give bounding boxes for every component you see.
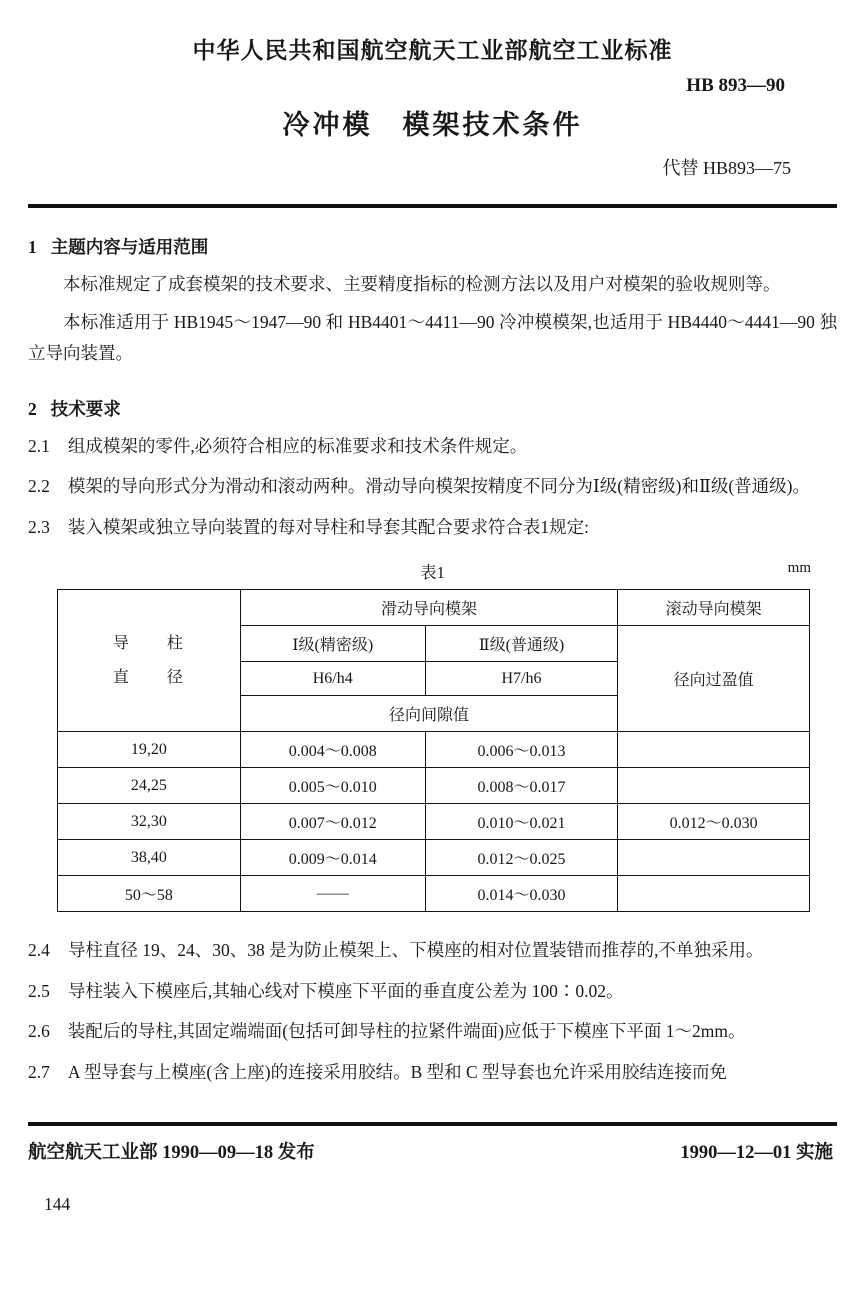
cell-rolling-value — [618, 732, 810, 768]
section1-paragraph-1: 本标准规定了成套模架的技术要求、主要精度指标的检测方法以及用户对模架的验收规则等。 — [63, 274, 781, 294]
clause-2-3 — [28, 512, 837, 544]
table-caption: 表1 — [420, 563, 445, 582]
replaces-note: 代替 HB893—75 — [662, 158, 791, 178]
section1-title: 主题内容与适用范围 — [50, 237, 209, 257]
guide-post-label-line1: 导 柱 — [112, 634, 185, 652]
table-row — [58, 732, 810, 768]
clause-2-3-text: 装入模架或独立导向装置的每对导柱和导套其配合要求符合表1规定: — [67, 516, 589, 537]
cell-grade2-value: 0.012～0.025 — [425, 840, 618, 876]
table-unit-label: mm — [787, 560, 811, 576]
spacer — [28, 912, 837, 926]
section1-heading — [28, 234, 837, 259]
section2-title: 技术要求 — [50, 398, 121, 419]
table-caption-row — [28, 559, 837, 583]
cell-rolling-value: 0.012～0.030 — [618, 804, 810, 840]
cell-diameter: 24,25 — [58, 768, 241, 804]
cell-diameter: 19,20 — [58, 732, 241, 768]
clause-2-6 — [28, 1016, 837, 1048]
cell-rolling-value — [618, 840, 810, 876]
cell-grade1-value: 0.007～0.012 — [240, 804, 425, 840]
section1-paragraph-2: 本标准适用于 HB1945～1947—90 和 HB4401～4411—90 冷冲模模架,也适用于 HB4440～4441—90 独立导向装置。 — [28, 311, 837, 363]
standard-org-line: 中华人民共和国航空航天工业部航空工业标准 — [192, 38, 673, 63]
clause-2-1-number: 2.1 — [28, 435, 50, 456]
header-cell-fit2: H7/h6 — [425, 662, 618, 696]
clause-2-7-number: 2.7 — [28, 1061, 50, 1082]
clause-2-1 — [28, 431, 837, 463]
clause-2-6-number: 2.6 — [28, 1021, 50, 1041]
footer-divider — [28, 1122, 837, 1126]
clause-2-4-number: 2.4 — [28, 940, 50, 960]
footer-issued-by: 航空航天工业部 1990—09—18 发布 — [28, 1143, 315, 1163]
cell-grade1-value: 0.004～0.008 — [240, 732, 425, 768]
section2-number: 2 — [28, 398, 37, 419]
clause-2-4-text: 导柱直径 19、24、30、38 是为防止模架上、下模座的相对位置装错而推荐的,不单独采用。 — [67, 940, 764, 960]
header-cell-guide-post-diameter — [58, 590, 241, 732]
table-row — [58, 768, 810, 804]
cell-grade1-value: 0.005～0.010 — [240, 768, 425, 804]
clause-2-5 — [28, 976, 837, 1008]
cell-diameter: 32,30 — [58, 804, 241, 840]
table-row — [58, 840, 810, 876]
cell-rolling-value — [618, 876, 810, 912]
cell-diameter: 38,40 — [58, 840, 241, 876]
clause-2-6-text: 装配后的导柱,其固定端端面(包括可卸导柱的拉紧件端面)应低于下模座下平面 1～2mm。 — [67, 1021, 746, 1041]
cell-diameter: 50～58 — [58, 876, 241, 912]
cell-grade2-value: 0.006～0.013 — [425, 732, 618, 768]
clause-2-2 — [28, 471, 837, 503]
clause-2-2-text: 模架的导向形式分为滑动和滚动两种。滑动导向模架按精度不同分为Ⅰ级(精密级)和Ⅱ级(普通级)。 — [67, 476, 810, 496]
fit-requirements-table — [57, 589, 810, 912]
clause-2-2-number: 2.2 — [28, 476, 50, 496]
guide-post-label-line2: 直 径 — [112, 668, 185, 686]
header-cell-fit1: H6/h4 — [240, 662, 425, 696]
header-cell-grade1: Ⅰ级(精密级) — [240, 626, 425, 662]
clause-2-7-text: A 型导套与上模座(含上座)的连接采用胶结。B 型和 C 型导套也允许采用胶结连接而免 — [67, 1061, 728, 1082]
section1-number: 1 — [28, 237, 37, 257]
clause-2-7 — [28, 1057, 837, 1089]
clause-2-5-text: 导柱装入下模座后,其轴心线对下模座下平面的垂直度公差为 100∶0.02。 — [67, 980, 624, 1001]
table-row — [58, 876, 810, 912]
cell-rolling-value — [618, 768, 810, 804]
clause-2-1-text: 组成模架的零件,必须符合相应的标准要求和技术条件规定。 — [67, 435, 528, 456]
page-number: 144 — [44, 1194, 71, 1214]
table-header-row-1 — [58, 590, 810, 626]
header-cell-rolling-guide: 滚动导向模架 — [618, 590, 810, 626]
clause-2-3-number: 2.3 — [28, 516, 50, 537]
section2-heading — [28, 396, 837, 421]
cell-grade2-value: 0.010～0.021 — [425, 804, 618, 840]
cell-grade2-value: 0.014～0.030 — [425, 876, 618, 912]
clause-2-5-number: 2.5 — [28, 980, 50, 1001]
header-cell-radial-interference: 径向过盈值 — [618, 626, 810, 732]
cell-grade2-value: 0.008～0.017 — [425, 768, 618, 804]
header-cell-sliding-guide: 滑动导向模架 — [240, 590, 617, 626]
header-cell-grade2: Ⅱ级(普通级) — [425, 626, 618, 662]
footer-effective-date: 1990—12—01 实施 — [680, 1143, 833, 1163]
cell-grade1-value: —— — [240, 876, 425, 912]
document-title: 冷冲模 模架技术条件 — [282, 110, 583, 140]
header-divider — [28, 204, 837, 208]
clause-2-4 — [28, 935, 837, 967]
standard-number: HB 893—90 — [686, 75, 785, 96]
footer-line — [28, 1138, 837, 1164]
table-row — [58, 804, 810, 840]
cell-grade1-value: 0.009～0.014 — [240, 840, 425, 876]
header-cell-radial-clearance: 径向间隙值 — [240, 696, 617, 732]
